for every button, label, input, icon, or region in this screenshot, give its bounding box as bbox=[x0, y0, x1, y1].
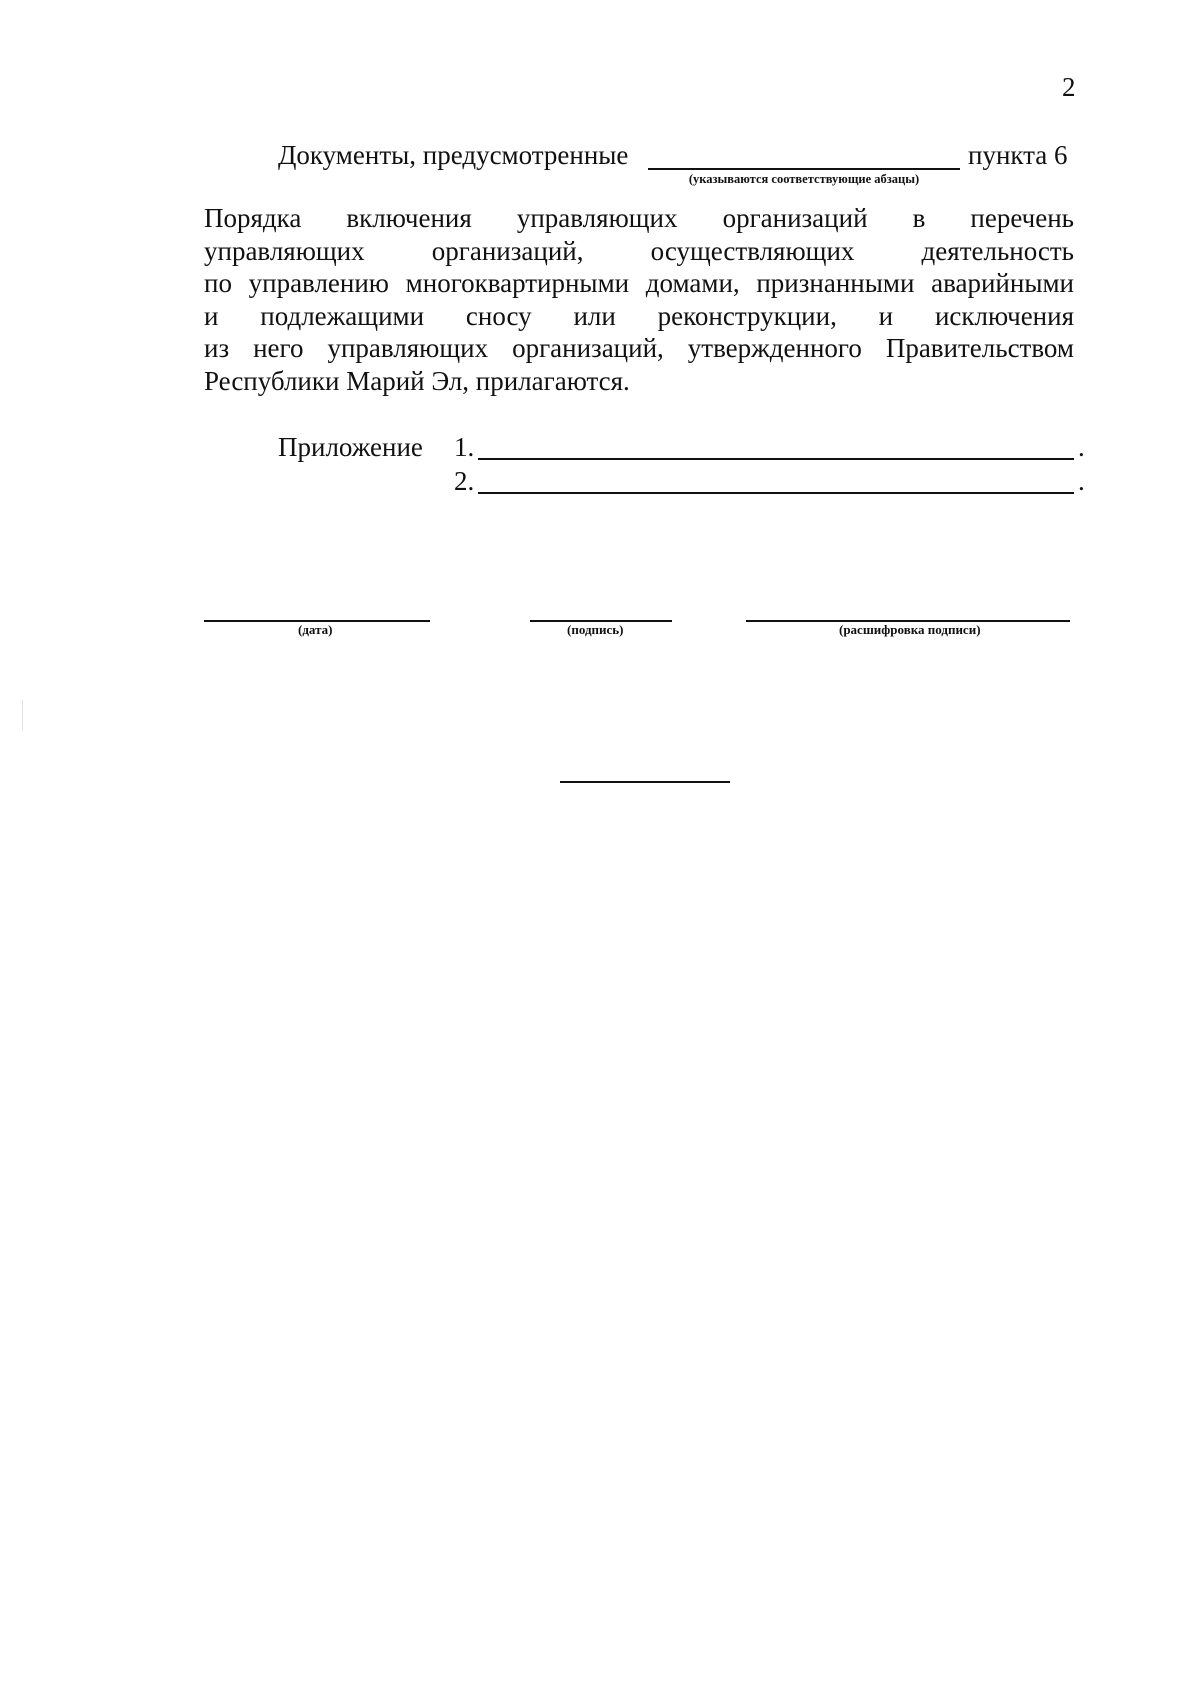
attachment-end-mark: . bbox=[1078, 466, 1085, 496]
attachment-blank-field[interactable] bbox=[478, 458, 1074, 460]
paragraph-line: Порядка включения управляющих организаций в перечень bbox=[204, 203, 1074, 233]
attachments-label: Приложение bbox=[278, 432, 423, 462]
paragraph-line: Республики Марий Эл, прилагаются. bbox=[204, 365, 630, 396]
intro-line bbox=[278, 140, 1072, 186]
scan-margin-mark bbox=[22, 700, 23, 730]
paragraph-line: по управлению многоквартирными домами, признанными аварийными bbox=[204, 268, 1074, 298]
date-signature-field bbox=[204, 620, 430, 644]
decode-signature-field bbox=[746, 620, 1070, 644]
intro-blank-field[interactable] bbox=[648, 168, 960, 170]
attachment-row bbox=[454, 464, 1088, 498]
intro-lead: Документы, предусмотренные bbox=[278, 140, 629, 170]
paragraph-line: и подлежащими сносу или реконструкции, и исключения bbox=[204, 300, 1074, 331]
paragraph-line: управляющих организаций, осуществляющих деятельность bbox=[204, 235, 1074, 266]
attachment-row bbox=[454, 430, 1088, 464]
intro-tail: пункта 6 bbox=[968, 140, 1068, 170]
date-caption: (дата) bbox=[298, 622, 333, 637]
attachment-number: 1. bbox=[454, 432, 475, 462]
decode-caption: (расшифровка подписи) bbox=[839, 622, 981, 637]
attachment-blank-field[interactable] bbox=[478, 492, 1074, 494]
page-number: 2 bbox=[1062, 72, 1076, 102]
paragraph-line: из него управляющих организаций, утвержденного Правительством bbox=[204, 333, 1074, 363]
attachment-number: 2. bbox=[454, 466, 475, 496]
body-paragraph bbox=[204, 202, 1074, 397]
intro-blank-hint: (указываются соответствующие абзацы) bbox=[688, 172, 920, 186]
sign-caption: (подпись) bbox=[567, 622, 624, 637]
sign-signature-field bbox=[530, 620, 672, 644]
end-of-document-rule bbox=[560, 781, 730, 783]
attachment-end-mark: . bbox=[1078, 432, 1085, 462]
